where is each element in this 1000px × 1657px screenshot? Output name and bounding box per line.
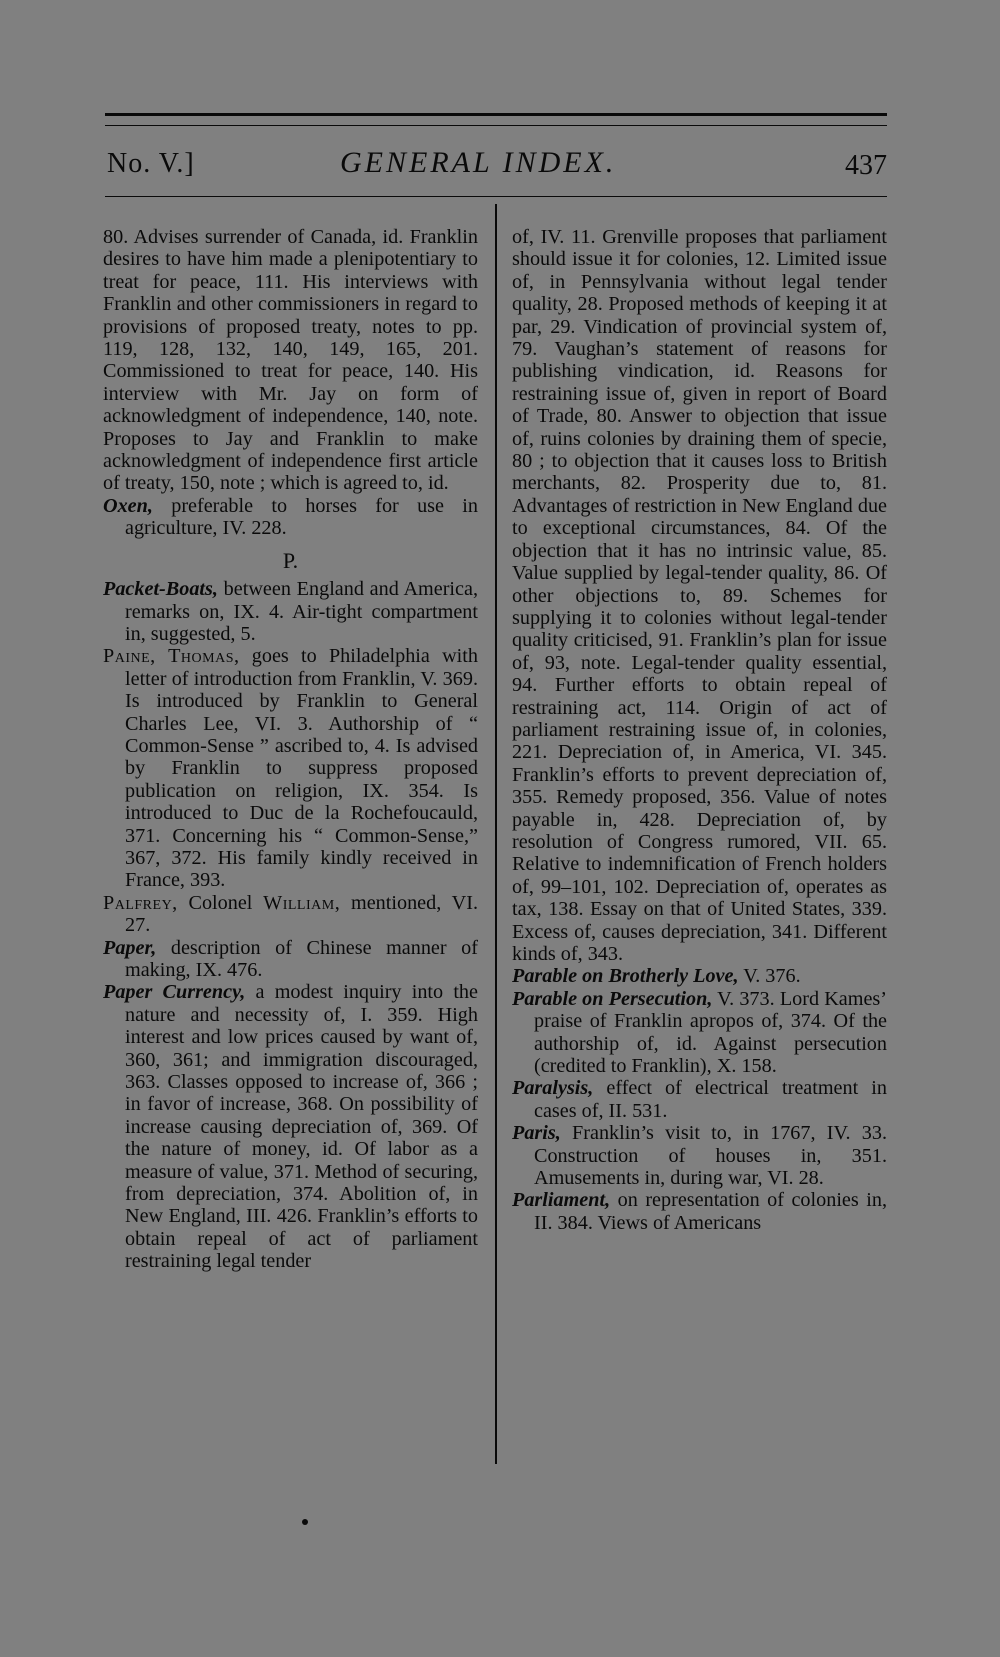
entry-text: goes to Philadelphia with letter of introduction from Franklin, V. 369. Is introduced by Franklin to General Charles Lee, VI. 3. Authorship of “ Common-Sense ” ascribed to, 4. Is advised by Franklin to suppress proposed publication on religion, IX. 354. Is introduced to Duc de la Rochefoucauld, 371. Concerning his “ Common-Sense,” 367, 372. His family kindly received in France, 393.	[125, 645, 478, 892]
continued-entry: 80. Advises surrender of Canada, id. Franklin desires to have him made a plenipotentiary to treat for peace, 111. His interviews with Franklin and other commissioners in regard to provisions of proposed treaty, notes to pp. 119, 128, 132, 140, 149, 165, 201. Commissioned to treat for peace, 140. His interview with Mr. Jay on form of acknowledgment of independence, 140, note. Proposes to Jay and Franklin to make acknowledgment of independence first article of treaty, 150, note ; which is agreed to, id.	[103, 226, 478, 495]
page-number: 437	[845, 150, 887, 181]
entry-text: between England and America, remarks on, IX. 4. Air-tight compartment in, suggested, 5.	[125, 578, 478, 645]
entry-name: William,	[263, 891, 341, 914]
entry-heading: Parable on Persecution,	[512, 987, 713, 1010]
index-entry-palfrey	[103, 892, 478, 937]
entry-heading: Parable on Brotherly Love,	[512, 965, 739, 988]
left-column	[103, 226, 478, 1273]
section-label: No. V.]	[107, 148, 195, 179]
entry-heading: Parliament,	[512, 1189, 611, 1212]
index-entry-parliament	[512, 1189, 887, 1234]
header-rule	[105, 196, 887, 197]
section-letter: P.	[282, 547, 299, 573]
index-entry-oxen	[103, 495, 478, 540]
index-entry-paralysis	[512, 1077, 887, 1122]
entry-text: on representation of colonies in, II. 384. Views of Americans	[534, 1189, 887, 1234]
index-entry-paris	[512, 1122, 887, 1189]
entry-heading: Paris,	[512, 1122, 561, 1145]
entry-heading: Oxen,	[103, 494, 153, 517]
entry-text: V. 373. Lord Kames’ praise of Franklin apropos of, 374. Of the authorship of, id. Against persecution (credited to Franklin), X. 158.	[534, 987, 887, 1078]
entry-heading: Paine, Thomas,	[103, 645, 240, 668]
entry-heading: Paralysis,	[512, 1077, 594, 1100]
index-entry-paper-currency	[103, 981, 478, 1272]
page-mark-dot	[302, 1519, 308, 1525]
entry-text: preferable to horses for use in agriculture, IV. 228.	[125, 494, 478, 540]
entry-text: effect of electrical treatment in cases of, II. 531.	[534, 1077, 887, 1122]
entry-text: V. 376.	[738, 965, 801, 988]
entry-heading: Paper,	[103, 936, 157, 959]
entry-heading: Palfrey,	[103, 891, 178, 914]
entry-heading: Paper Currency,	[103, 981, 246, 1004]
entry-heading: Packet-Boats,	[103, 578, 218, 601]
entry-text: description of Chinese manner of making, IX. 476.	[125, 936, 478, 981]
entry-text: mentioned, VI. 27.	[125, 891, 478, 937]
page-title: GENERAL INDEX.	[340, 146, 617, 179]
top-rule-thick	[105, 113, 887, 116]
right-column	[512, 226, 887, 1234]
column-divider	[495, 204, 497, 1464]
index-entry-paine	[103, 645, 478, 891]
running-header	[105, 148, 887, 188]
index-entry-parable-persecution	[512, 988, 887, 1078]
index-entry-packet-boats	[103, 578, 478, 645]
entry-text: a modest inquiry into the nature and necessity of, I. 359. High interest and low prices caused by want of, 360, 361; and immigration discouraged, 363. Classes opposed to increase of, 366 ; in favor of increase, 368. On possibility of increase causing depreciation of, 369. Of the nature of money, id. Of labor as a measure of value, 371. Method of securing, from depreciation, 374. Abolition of, in New England, III. 426. Franklin’s efforts to obtain repeal of act of parliament restraining legal tender	[125, 981, 478, 1273]
entry-title: Colonel	[177, 891, 264, 914]
index-entry-paper	[103, 937, 478, 982]
continued-entry: of, IV. 11. Grenville proposes that parliament should issue it for colonies, 12. Limited issue of, in Pennsylvania without legal tender quality, 28. Proposed methods of keeping it at par, 29. Vindication of provincial system of, 79. Vaughan’s statement of reasons for publishing vindication, id. Reasons for restraining issue of, given in report of Board of Trade, 80. Answer to objection that issue of, ruins colonies by draining them of specie, 80 ; to objection that it causes loss to British merchants, 82. Prosperity due to, 81. Advantages of restriction in New England due to exceptional circumstances, 84. Of the objection that it has no intrinsic value, 85. Value supplied by legal-tender quality, 86. Of other objections to, 89. Schemes for supplying it to colonies without legal-tender quality criticised, 91. Franklin’s plan for issue of, 93, note. Legal-tender quality essential, 94. Further efforts to obtain repeal of restraining act, 114. Origin of act of parliament restraining issue of, in colonies, 221. Depreciation of, in America, VI. 345. Franklin’s efforts to prevent depreciation of, 355. Remedy proposed, 356. Value of notes payable in, 428. Depreciation of, by resolution of Congress rumored, VII. 65. Relative to indemnification of French holders of, 99–101, 102. Depreciation of, operates as tax, 138. Essay on that of United States, 339. Excess of, causes depreciation, 341. Different kinds of, 343.	[512, 226, 887, 965]
entry-text: Franklin’s visit to, in 1767, IV. 33. Construction of houses in, 351. Amusements in, during war, VI. 28.	[534, 1122, 887, 1190]
index-entry-parable-brotherly-love	[512, 965, 887, 987]
top-rule-thin	[105, 125, 887, 126]
